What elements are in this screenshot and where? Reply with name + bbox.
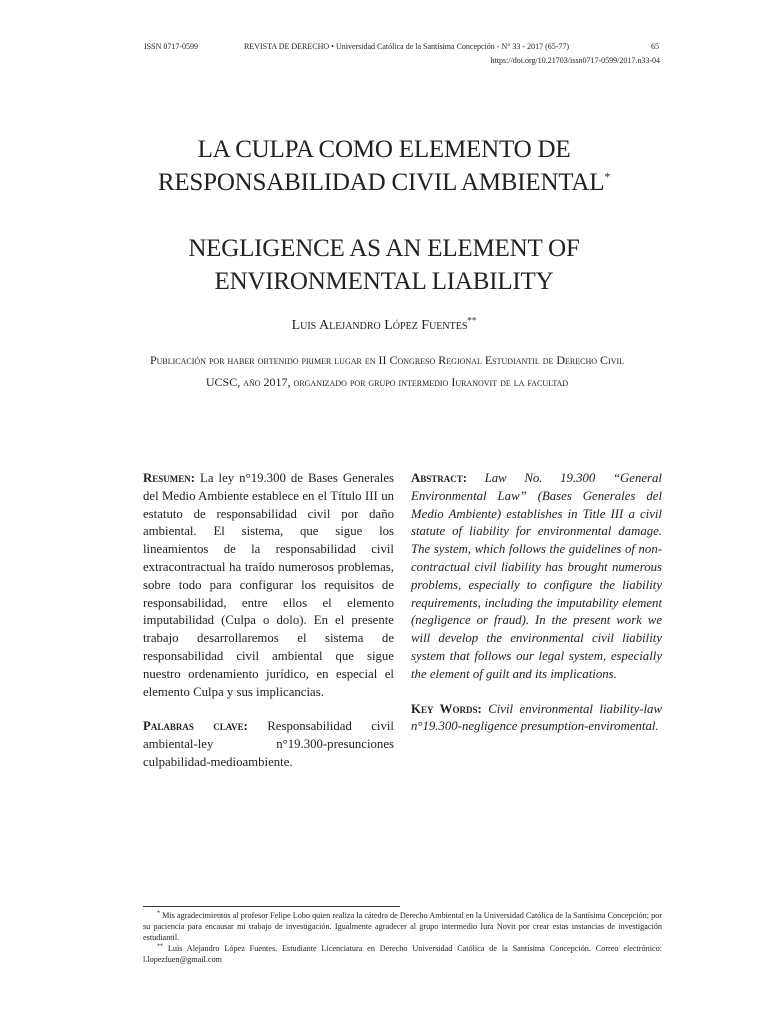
- abstract-spanish-text: La ley n°19.300 de Bases Generales del Medio Ambiente establece en el Título III un estatuto de responsabilidad civil por daño ambiental. El sistema, que sigue los lineamientos de la responsabilidad civil extracontractual ha traído numerosos problemas, sobre todo para configurar los requisitos de responsabilidad, entre ellos el elemento imputabilidad (Culpa o dolo). En el presente trabajo desarrollaremos el sistema de responsabilidad civil ambiental que sigue nuestro ordenamiento jurídico, en especial el elemento Culpa y sus implicancias.: [143, 471, 394, 699]
- abstract-column-spanish: [143, 470, 394, 772]
- running-header: [244, 42, 569, 51]
- keywords-spanish-text: Responsabilidad civil ambiental-ley n°19.300-presunciones culpabilidad-medioambiente.: [143, 719, 394, 769]
- footnotes: [143, 910, 662, 965]
- title-spanish-line-1: LA CULPA COMO ELEMENTO DE: [197, 136, 571, 163]
- abstract-english: [411, 470, 662, 684]
- author-line: [120, 315, 648, 334]
- abstract-column-english: [411, 470, 662, 736]
- keywords-english-text: Civil environmental liability-law n°19.300-negligence presumption-enviromental.: [411, 701, 662, 734]
- keywords-spanish: [143, 718, 394, 771]
- abstract-english-text: Law No. 19.300 “General Environmental Law” (Bases Generales del Medio Ambiente) establishes in Title III a civil statute of liability for environmental damage. The system, which follows the guidelines of non-contractual civil liability has brought numerous problems, especially to configure the liability requirements, including the imputability element (negligence or fraud). In the present work we will develop the environmental civil liability system that follows our legal system, especially the element of guilt and its implications.: [411, 471, 662, 681]
- title-spanish-line-2: RESPONSABILIDAD CIVIL AMBIENTAL*: [157, 169, 611, 196]
- journal-name: REVISTA DE DERECHO: [244, 42, 330, 51]
- publication-note: Publicación por haber obtenido primer lugar en II Congreso Regional Estudiantil de Derecho Civil UCSC, año 2017, organizado por grupo intermedio Iuranovit de la facultad: [149, 353, 625, 389]
- abstract-english-label: Abstract:: [411, 471, 468, 485]
- abstract-spanish: [143, 470, 394, 701]
- footnote-1-text: Mis agradecimientos al profesor Felipe Lobo quien realiza la cátedra de Derecho Ambiental en la Universidad Católica de la Santísima Concepción; por su paciencia para encausar mi trabajo de investigación. Igualmente agradecer al grupo intermedio Iura Novit por crear estas instancias de investigación estudiantil.: [143, 911, 662, 942]
- title-english-line-1: NEGLIGENCE AS AN ELEMENT OF: [188, 235, 580, 262]
- footnote-divider: [143, 906, 400, 907]
- doi-link[interactable]: https://doi.org/10.21703/issn0717-0599/2017.n33-04: [490, 56, 660, 65]
- title-english-line-2: ENVIRONMENTAL LIABILITY: [214, 268, 554, 295]
- keywords-english-label: Key Words:: [411, 701, 482, 716]
- title-english: [120, 232, 648, 298]
- journal-details: • Universidad Católica de la Santísima Concepción - N° 33 - 2017 (65-77): [329, 42, 570, 51]
- footnote-1-mark: *: [157, 910, 160, 917]
- author-name: Luis Alejandro López Fuentes: [291, 318, 468, 333]
- title-spanish: [120, 133, 648, 199]
- footnote-2-text: Luis Alejandro López Fuentes. Estudiante Licenciatura en Derecho Universidad Católica de la Santísima Concepción. Correo electrónico: l.lopezfuen@gmail.com: [143, 944, 662, 964]
- keywords-english: [411, 701, 662, 737]
- footnote-2-mark: **: [157, 943, 163, 950]
- footnote-1: [143, 910, 662, 943]
- page-number: 65: [651, 42, 659, 51]
- abstract-spanish-label: Resumen:: [143, 471, 196, 485]
- issn-number: ISSN 0717-0599: [144, 42, 199, 51]
- footnote-2: [143, 943, 662, 965]
- keywords-spanish-label: Palabras clave:: [143, 719, 248, 734]
- author-footnote-mark[interactable]: **: [467, 315, 477, 326]
- title-footnote-mark[interactable]: *: [604, 169, 611, 184]
